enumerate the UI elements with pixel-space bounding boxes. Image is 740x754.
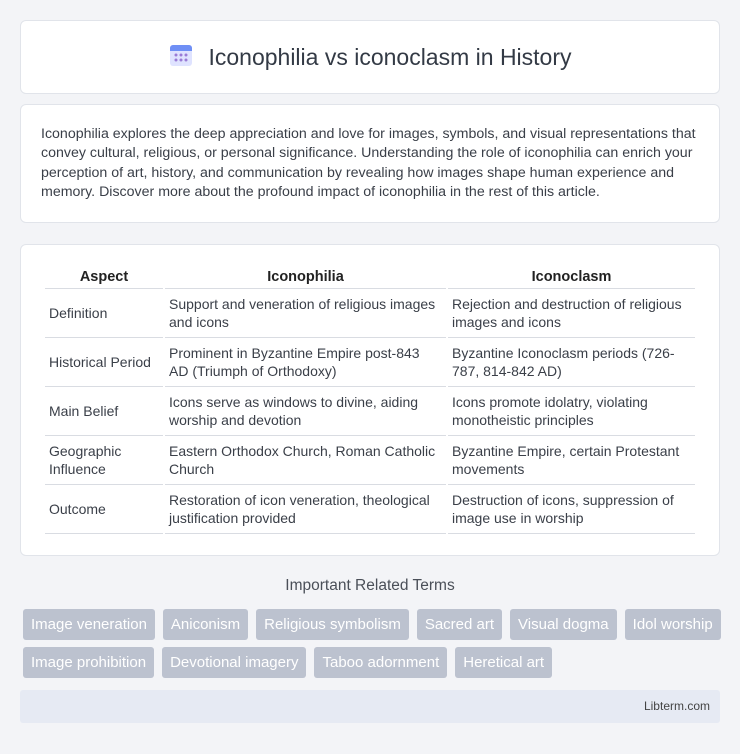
row-aspect: Historical Period	[45, 338, 163, 387]
row-iconophilia: Icons serve as windows to divine, aiding worship and devotion	[165, 387, 446, 436]
row-iconophilia: Restoration of icon veneration, theological justification provided	[165, 485, 446, 534]
tag-idol-worship[interactable]: Idol worship	[625, 609, 721, 640]
table-row	[45, 387, 695, 436]
tag-devotional-imagery[interactable]: Devotional imagery	[162, 647, 306, 678]
tag-sacred-art[interactable]: Sacred art	[417, 609, 502, 640]
row-iconoclasm: Byzantine Empire, certain Protestant movements	[448, 436, 695, 485]
header-aspect: Aspect	[45, 265, 163, 289]
title-wrap	[168, 42, 571, 73]
table-row	[45, 436, 695, 485]
related-terms-tags	[23, 609, 723, 678]
table-header-row	[45, 265, 695, 289]
footer-site-link[interactable]: Libterm.com	[643, 699, 710, 713]
row-iconophilia: Prominent in Byzantine Empire post-843 AD (Triumph of Orthodoxy)	[165, 338, 446, 387]
tag-heretical-art[interactable]: Heretical art	[455, 647, 552, 678]
intro-text: Iconophilia explores the deep appreciation and love for images, symbols, and visual representations that convey cultural, religious, or personal significance. Understanding the role of iconophilia can enrich your perception of art, history, and communication by revealing how images shape human experience and memory. Discover more about the profound impact of iconophilia in the rest of this article.	[41, 126, 696, 201]
tag-visual-dogma[interactable]: Visual dogma	[510, 609, 617, 640]
row-iconophilia: Support and veneration of religious images and icons	[165, 289, 446, 338]
tag-taboo-adornment[interactable]: Taboo adornment	[314, 647, 447, 678]
row-iconoclasm: Destruction of icons, suppression of image use in worship	[448, 485, 695, 534]
page-title: Iconophilia vs iconoclasm in History	[208, 43, 572, 70]
row-aspect: Definition	[45, 289, 163, 338]
calendar-icon	[168, 42, 194, 73]
row-iconophilia: Eastern Orthodox Church, Roman Catholic Church	[165, 436, 446, 485]
table-row	[45, 338, 695, 387]
tag-image-veneration[interactable]: Image veneration	[23, 609, 155, 640]
related-terms-title: Important Related Terms	[285, 577, 455, 594]
header-iconophilia: Iconophilia	[165, 265, 446, 289]
row-iconoclasm: Icons promote idolatry, violating monotheistic principles	[448, 387, 695, 436]
footer	[20, 690, 720, 723]
comparison-table-card	[20, 244, 720, 556]
row-iconoclasm: Byzantine Iconoclasm periods (726-787, 814-842 AD)	[448, 338, 695, 387]
tag-aniconism[interactable]: Aniconism	[163, 609, 248, 640]
header-card	[20, 20, 720, 94]
tag-religious-symbolism[interactable]: Religious symbolism	[256, 609, 409, 640]
table-row	[45, 485, 695, 534]
header-iconoclasm: Iconoclasm	[448, 265, 695, 289]
row-aspect: Outcome	[45, 485, 163, 534]
row-aspect: Main Belief	[45, 387, 163, 436]
row-aspect: Geographic Influence	[45, 436, 163, 485]
row-iconoclasm: Rejection and destruction of religious images and icons	[448, 289, 695, 338]
table-row	[45, 289, 695, 338]
tag-image-prohibition[interactable]: Image prohibition	[23, 647, 154, 678]
comparison-table	[43, 265, 697, 534]
intro-card	[20, 104, 720, 223]
